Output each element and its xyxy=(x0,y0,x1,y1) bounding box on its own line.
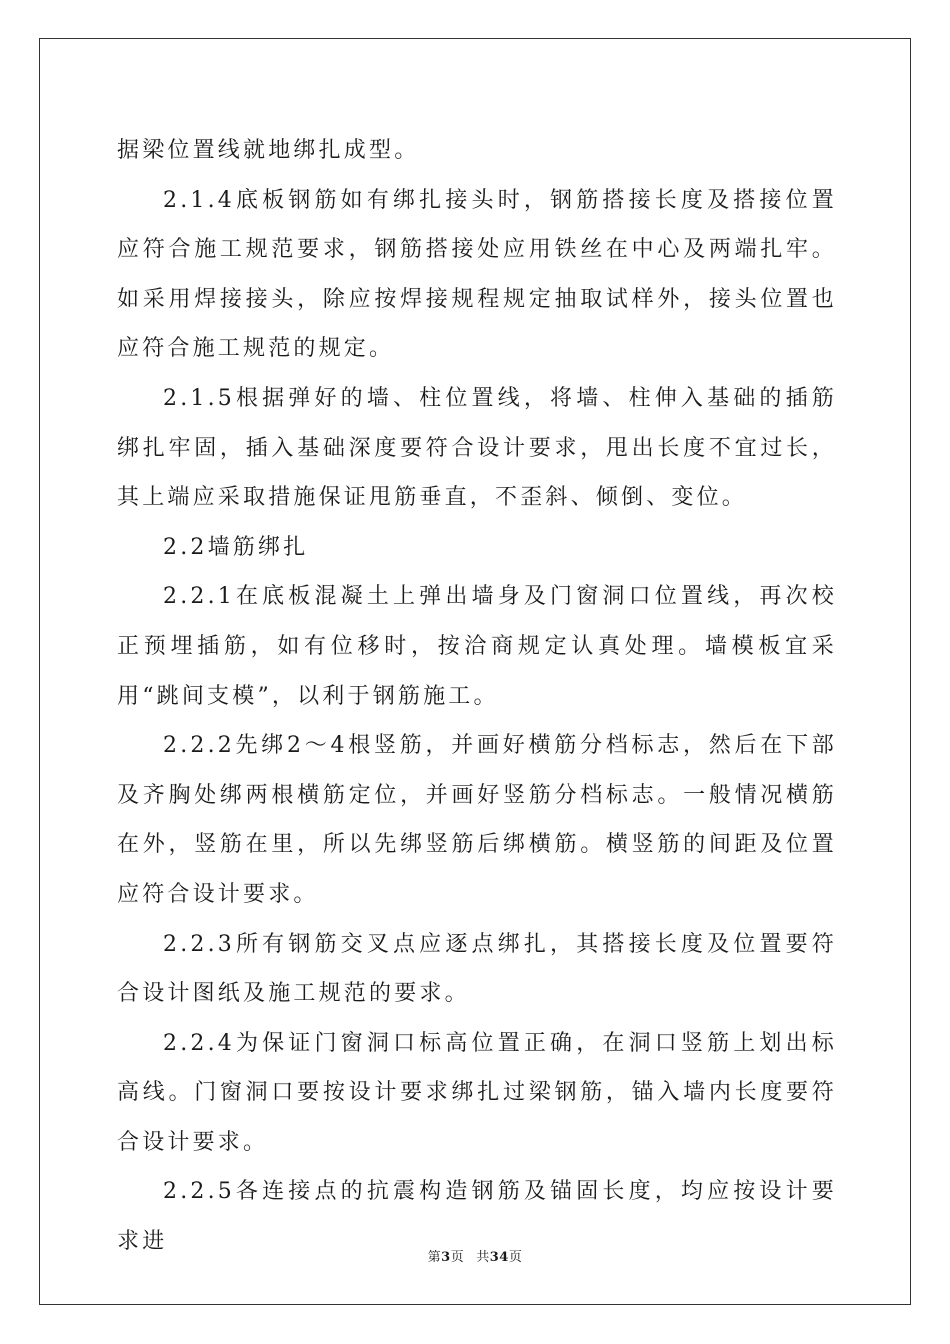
paragraph: 2.1.5根据弹好的墙、柱位置线，将墙、柱伸入基础的插筋绑扎牢固，插入基础深度要符合设计要求，甩出长度不宜过长，其上端应采取措施保证甩筋垂直，不歪斜、倾倒、变位。 xyxy=(117,385,837,511)
document-body xyxy=(117,126,837,1267)
page-number: 3 xyxy=(441,1250,451,1265)
paragraph: 2.1.4底板钢筋如有绑扎接头时，钢筋搭接长度及搭接位置应符合施工规范要求，钢筋搭接处应用铁丝在中心及两端扎牢。如采用焊接接头，除应按焊接规程规定抽取试样外，接头位置也应符合施工规范的规定。 xyxy=(117,187,837,362)
total-prefix: 共 xyxy=(476,1250,490,1265)
paragraph: 2.2.4为保证门窗洞口标高位置正确，在洞口竖筋上划出标高线。门窗洞口要按设计要求绑扎过梁钢筋，锚入墙内长度要符合设计要求。 xyxy=(117,1030,837,1155)
paragraph: 据梁位置线就地绑扎成型。 xyxy=(117,138,420,163)
paragraph: 2.2.2先绑2～4根竖筋，并画好横筋分档标志，然后在下部及齐胸处绑两根横筋定位，并画好竖筋分档标志。一般情况横筋在外，竖筋在里，所以先绑竖筋后绑横筋。横竖筋的间距及位置应符合设计要求。 xyxy=(117,733,837,907)
paragraph: 2.2.3所有钢筋交叉点应逐点绑扎，其搭接长度及位置要符合设计图纸及施工规范的要求。 xyxy=(117,931,837,1007)
paragraph: 2.2.1在底板混凝土上弹出墙身及门窗洞口位置线，再次校正预埋插筋，如有位移时，按洽商规定认真处理。墙模板宜采用“跳间支模”，以利于钢筋施工。 xyxy=(117,584,837,709)
total-pages: 34 xyxy=(489,1250,509,1265)
page-footer xyxy=(0,1246,950,1265)
page-suffix: 页 xyxy=(450,1250,465,1265)
page-prefix: 第 xyxy=(427,1250,442,1265)
total-suffix: 页 xyxy=(508,1250,523,1265)
section-heading: 2.2墙筋绑扎 xyxy=(163,534,309,560)
paragraph: 2.2.5各连接点的抗震构造钢筋及锚固长度，均应按设计要求进 xyxy=(117,1179,837,1255)
